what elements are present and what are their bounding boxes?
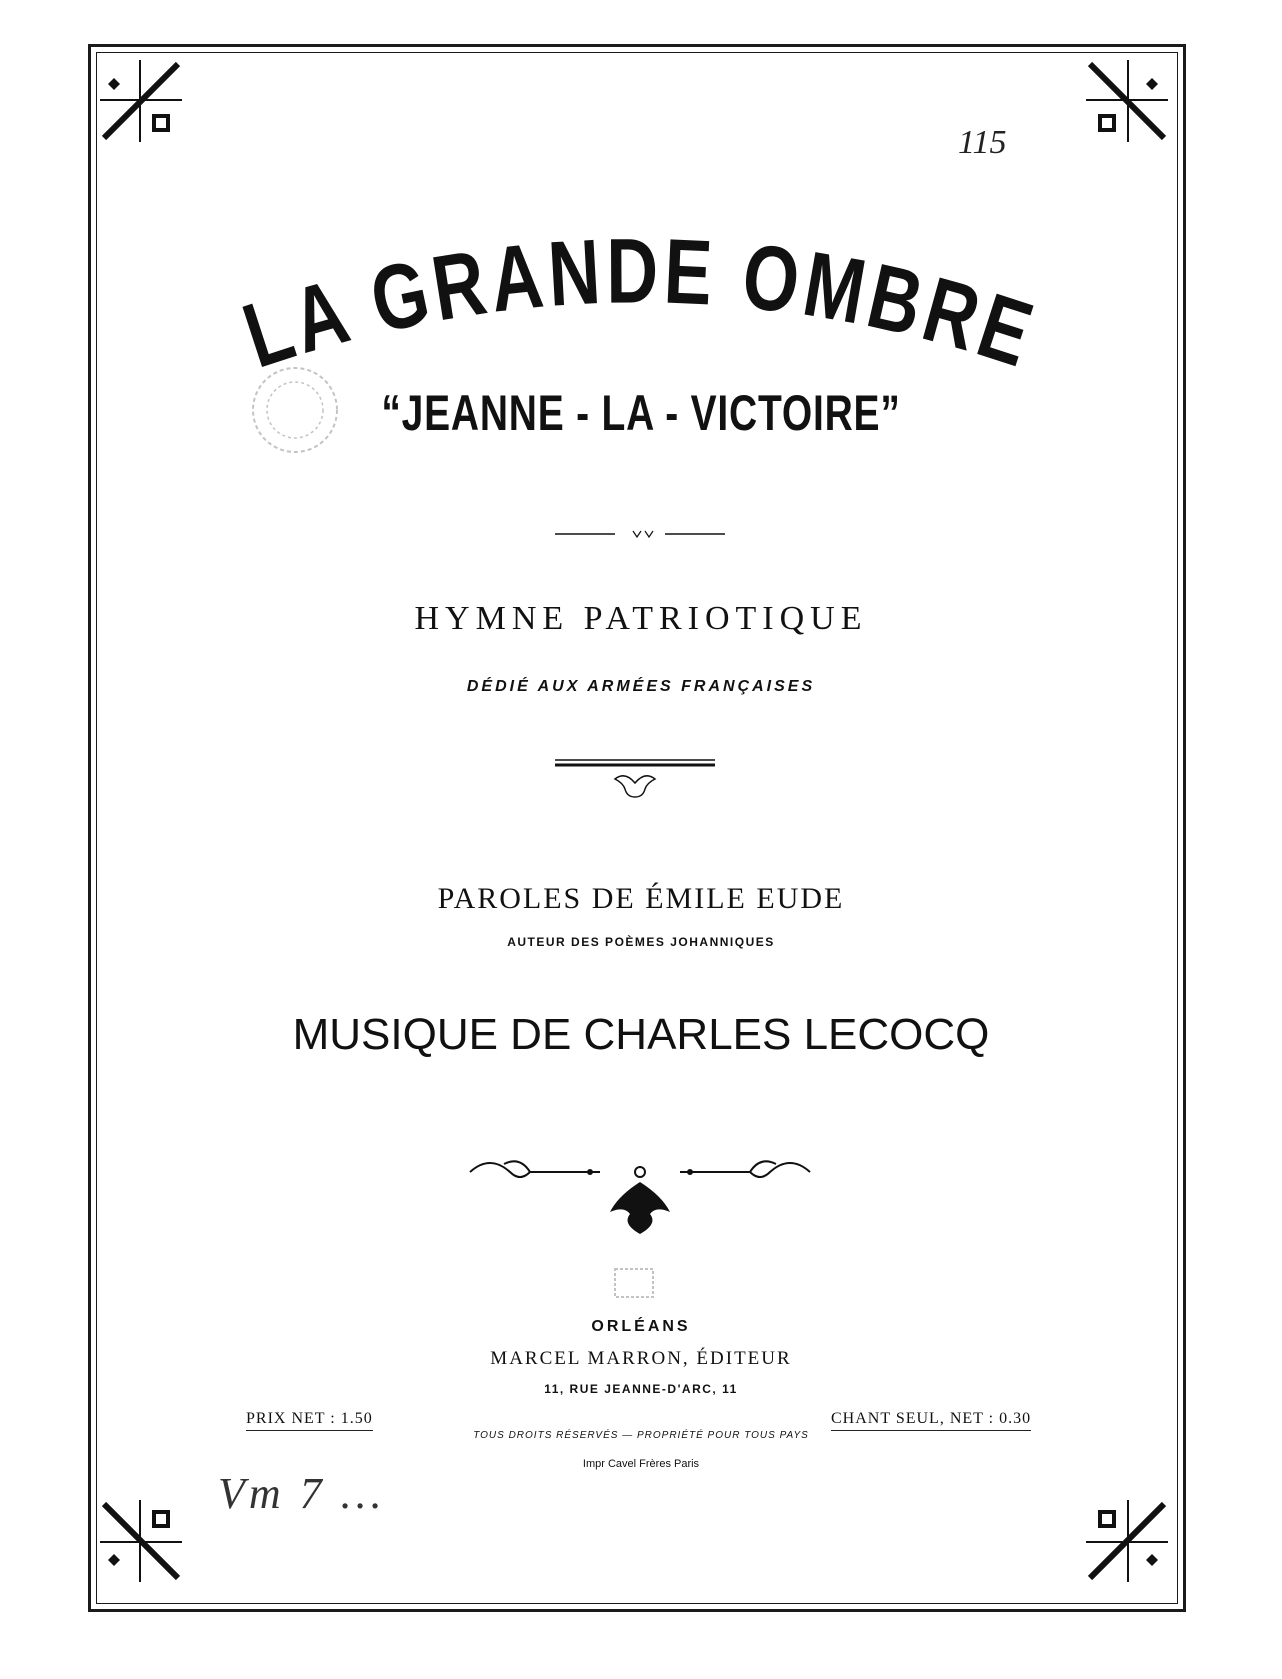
corner-ornament-top-left — [96, 56, 186, 146]
dedication: DÉDIÉ AUX ARMÉES FRANÇAISES — [466, 678, 816, 695]
price-net: PRIX NET : 1.50 — [246, 1410, 373, 1431]
genre-heading: HYMNE PATRIOTIQUE — [414, 600, 868, 637]
main-title: LA GRANDE OMBRE — [232, 219, 1063, 393]
fleuron-divider — [555, 757, 715, 803]
corner-ornament-top-right — [1082, 56, 1172, 146]
title-arc — [200, 200, 1080, 400]
lyricist-line: PAROLES DE ÉMILE EUDE — [437, 882, 845, 915]
price-voice-only: CHANT SEUL, NET : 0.30 — [831, 1410, 1031, 1431]
corner-ornament-bottom-right — [1082, 1496, 1172, 1586]
ornamental-divider — [460, 1152, 820, 1242]
publisher-address: 11, RUE JEANNE-D'ARC, 11 — [544, 1382, 738, 1396]
publisher-name: MARCEL MARRON, ÉDITEUR — [490, 1348, 792, 1369]
lyricist-note: AUTEUR DES POÈMES JOHANNIQUES — [507, 935, 775, 949]
svg-text:LA GRANDE OMBRE — [232, 219, 1063, 393]
printer-line: Impr Cavel Frères Paris — [582, 1458, 700, 1470]
corner-ornament-bottom-left — [96, 1496, 186, 1586]
rights-notice: TOUS DROITS RÉSERVÉS — PROPRIÉTÉ POUR TOUS PAYS — [473, 1430, 809, 1441]
composer-line: MUSIQUE DE CHARLES LECOCQ — [292, 1010, 990, 1059]
handwritten-number: 115 — [958, 124, 1007, 161]
subtitle: “JEANNE - LA - VICTOIRE” — [381, 385, 901, 441]
handwritten-shelfmark: Vm 7 ... — [218, 1469, 386, 1518]
publisher-city: ORLÉANS — [591, 1318, 691, 1335]
small-stamp — [612, 1266, 656, 1300]
small-divider — [555, 528, 725, 540]
